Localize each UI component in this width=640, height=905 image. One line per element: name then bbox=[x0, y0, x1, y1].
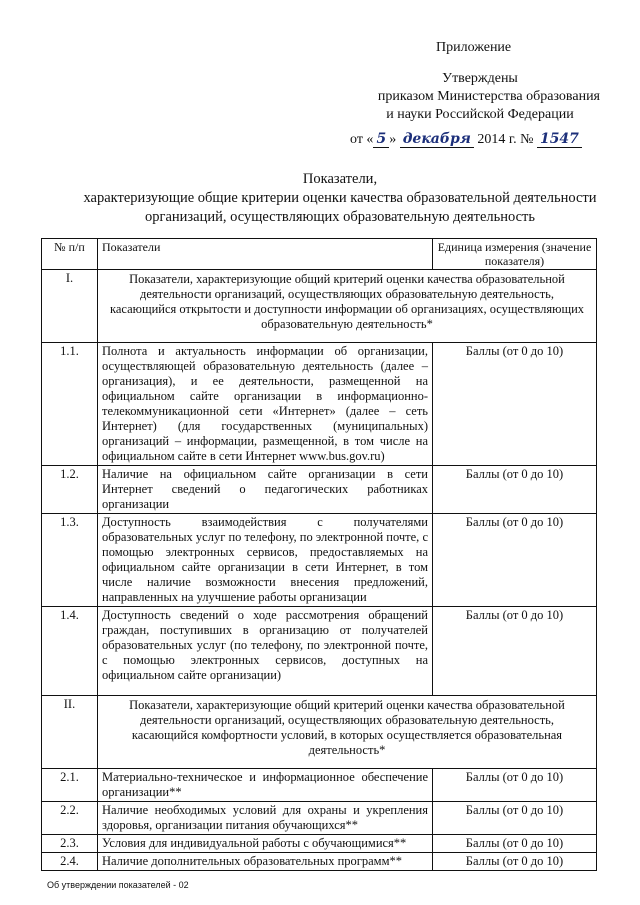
order-line bbox=[350, 131, 582, 148]
row-number: 2.2. bbox=[42, 802, 98, 835]
order-year: 2014 г. № bbox=[477, 132, 534, 147]
row-number: 2.4. bbox=[42, 853, 98, 871]
section-title: Показатели, характеризующие общий критерий оценки качества образовательной деятельности организаций, осуществляющих образовательную деятельность, касающийся комфортности условий, в которых осуществляется образовательная деятельность* bbox=[98, 696, 597, 769]
table-row bbox=[42, 607, 597, 696]
title-line-2: характеризующие общие критерии оценки качества образовательной деятельности bbox=[83, 190, 597, 206]
row-unit: Баллы (от 0 до 10) bbox=[433, 607, 597, 696]
table-row bbox=[42, 343, 597, 466]
row-unit: Баллы (от 0 до 10) bbox=[433, 466, 597, 514]
table-row bbox=[42, 853, 597, 871]
table-header-row bbox=[42, 239, 597, 270]
section-row bbox=[42, 270, 597, 343]
section-row bbox=[42, 696, 597, 769]
section-number: I. bbox=[42, 270, 98, 343]
section-number: II. bbox=[42, 696, 98, 769]
row-indicator: Наличие дополнительных образовательных программ** bbox=[98, 853, 433, 871]
row-number: 1.2. bbox=[42, 466, 98, 514]
title-line-3: организаций, осуществляющих образовательную деятельность bbox=[145, 209, 535, 225]
row-number: 1.4. bbox=[42, 607, 98, 696]
header-unit: Единица измерения (значение показателя) bbox=[433, 239, 597, 270]
row-unit: Баллы (от 0 до 10) bbox=[433, 343, 597, 466]
footer-doc-label: Об утверждении показателей - 02 bbox=[47, 880, 189, 890]
table-row bbox=[42, 835, 597, 853]
row-indicator: Доступность сведений о ходе рассмотрения обращений граждан, поступивших в организацию от получателей образовательных услуг (по телефону, по электронной почте, с помощью электронных сервисов, доступных на официальном сайте организации) bbox=[98, 607, 433, 696]
approval-block bbox=[330, 70, 600, 124]
row-indicator: Материально-техническое и информационное обеспечение организации** bbox=[98, 769, 433, 802]
title-line-1: Показатели, bbox=[302, 171, 378, 187]
row-indicator: Наличие необходимых условий для охраны и укрепления здоровья, организации питания обучающихся** bbox=[98, 802, 433, 835]
row-unit: Баллы (от 0 до 10) bbox=[433, 802, 597, 835]
row-number: 2.1. bbox=[42, 769, 98, 802]
row-indicator: Полнота и актуальность информации об организации, осуществляющей образовательную деятельность (далее – организация), и ее деятельности, размещенной на официальном сайте организации в информационно-телекоммуникационной сети «Интернет» (далее – сеть Интернет) (для государственных (муниципальных) организаций – информации, размещенной, в том числе на официальном сайте в сети Интернет www.bus.gov.ru) bbox=[98, 343, 433, 466]
order-prefix: от « bbox=[350, 132, 374, 147]
approval-line-2: приказом Министерства образования bbox=[377, 89, 600, 104]
table-row bbox=[42, 514, 597, 607]
row-unit: Баллы (от 0 до 10) bbox=[433, 853, 597, 871]
row-indicator: Наличие на официальном сайте организации в сети Интернет сведений о педагогических работниках организации bbox=[98, 466, 433, 514]
row-unit: Баллы (от 0 до 10) bbox=[433, 769, 597, 802]
table-row bbox=[42, 802, 597, 835]
approval-line-3: и науки Российской Федерации bbox=[386, 107, 574, 122]
row-indicator: Условия для индивидуальной работы с обучающимися** bbox=[98, 835, 433, 853]
section-title: Показатели, характеризующие общий критерий оценки качества образовательной деятельности организаций, осуществляющих образовательную деятельность, касающийся открытости и доступности информации об организациях, осуществляющих образовательную деятельность* bbox=[98, 270, 597, 343]
order-number-handwritten: 1547 bbox=[537, 131, 582, 148]
row-number: 1.3. bbox=[42, 514, 98, 607]
row-number: 2.3. bbox=[42, 835, 98, 853]
row-indicator: Доступность взаимодействия с получателями образовательных услуг по телефону, по электронной почте, с помощью электронных сервисов, предоставляемых на официальном сайте организации в сети Интернет, в том числе наличие возможности внесения предложений, направленных на улучшение работы организации bbox=[98, 514, 433, 607]
order-mid: » bbox=[389, 132, 397, 147]
table-row bbox=[42, 769, 597, 802]
order-day-handwritten: 5 bbox=[373, 131, 389, 148]
appendix-label: Приложение bbox=[436, 40, 512, 55]
row-unit: Баллы (от 0 до 10) bbox=[433, 835, 597, 853]
table-row bbox=[42, 466, 597, 514]
header-indicators: Показатели bbox=[98, 239, 433, 270]
document-title bbox=[60, 170, 620, 227]
approval-line-1: Утверждены bbox=[442, 71, 518, 86]
header-number: № п/п bbox=[42, 239, 98, 270]
order-month-handwritten: декабря bbox=[400, 131, 474, 148]
row-number: 1.1. bbox=[42, 343, 98, 466]
indicators-table bbox=[41, 238, 597, 871]
row-unit: Баллы (от 0 до 10) bbox=[433, 514, 597, 607]
